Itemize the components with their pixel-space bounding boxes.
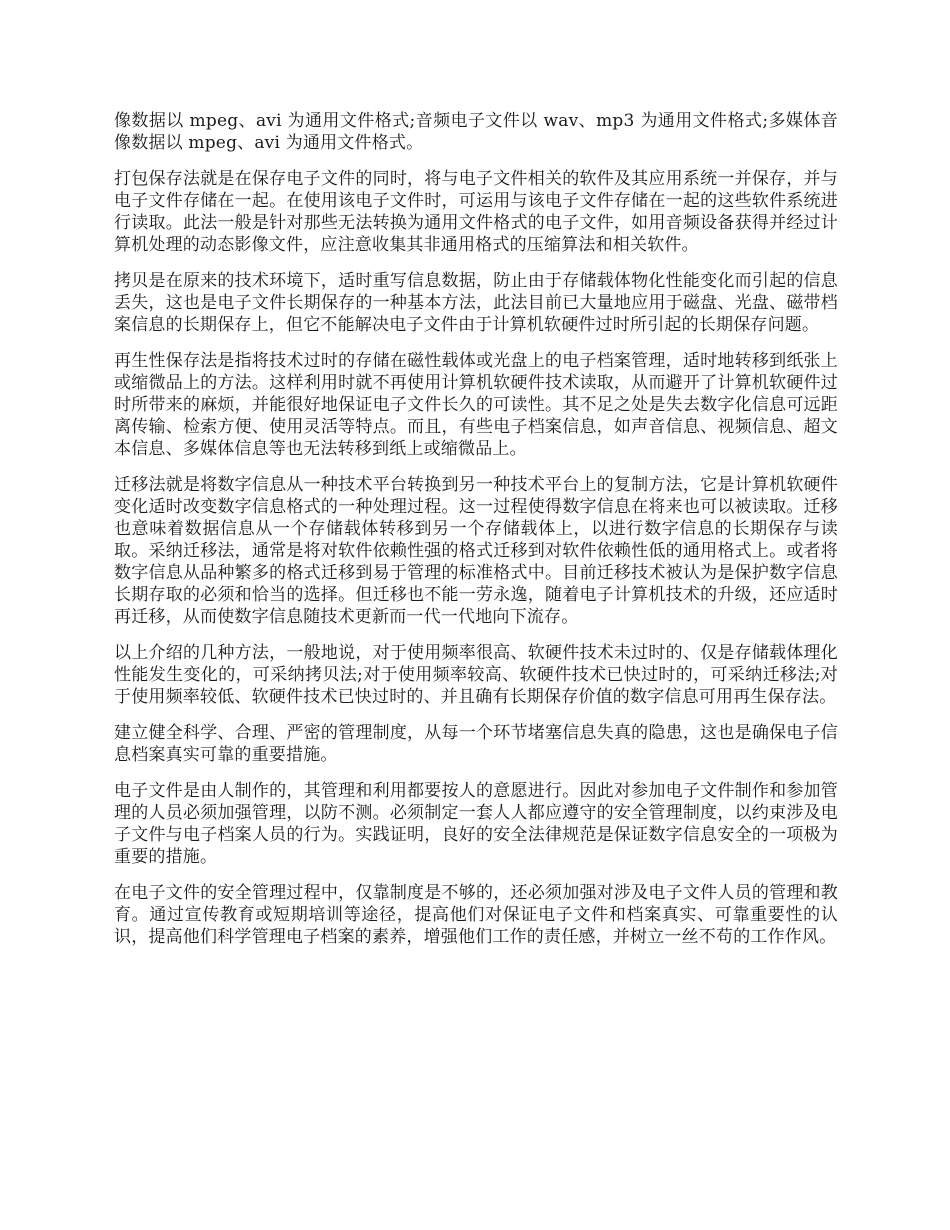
paragraph-method-selection: 以上介绍的几种方法，一般地说，对于使用频率很高、软硬件技术未过时的、仅是存储载体理化性能发生变化的，可采纳拷贝法;对于使用频率较高、软硬件技术已快过时的，可采纳迁移法;对于使用频率较低、软硬件技术已快过时的、并且确有长期保存价值的数字信息可用再生保存法。 <box>114 643 838 707</box>
paragraph-copy-method: 拷贝是在原来的技术环境下，适时重写信息数据，防止由于存储载体物化性能变化而引起的信息丢失，这也是电子文件长期保存的一种基本方法，此法目前已大量地应用于磁盘、光盘、磁带档案信息的长期保存上，但它不能解决电子文件由于计算机软硬件过时所引起的长期保存问题。 <box>114 271 838 335</box>
paragraph-migration-method: 迁移法就是将数字信息从一种技术平台转换到另一种技术平台上的复制方法，它是计算机软硬件变化适时改变数字信息格式的一种处理过程。这一过程使得数字信息在将来也可以被读取。迁移也意味着数据信息从一个存储载体转移到另一个存储载体上，以进行数字信息的长期保存与读取。采纳迁移法，通常是将对软件依赖性强的格式迁移到对软件依赖性低的通用格式上。或者将数字信息从品种繁多的格式迁移到易于管理的标准格式中。目前迁移技术被认为是保护数字信息长期存取的必须和恰当的选择。但迁移也不能一劳永逸，随着电子计算机技术的升级，还应适时再迁移，从而使数字信息随技术更新而一代一代地向下流存。 <box>114 475 838 627</box>
paragraph-regeneration-method: 再生性保存法是指将技术过时的存储在磁性载体或光盘上的电子档案管理，适时地转移到纸张上或缩微品上的方法。这样利用时就不再使用计算机软硬件技术读取，从而避开了计算机软硬件过时所带来的麻烦，并能很好地保证电子文件长久的可读性。其不足之处是失去数字化信息可远距离传输、检索方便、使用灵活等特点。而且，有些电子档案信息，如声音信息、视频信息、超文本信息、多媒体信息等也无法转移到纸上或缩微品上。 <box>114 351 838 459</box>
paragraph-education-training: 在电子文件的安全管理过程中，仅靠制度是不够的，还必须加强对涉及电子文件人员的管理和教育。通过宣传教育或短期培训等途径，提高他们对保证电子文件和档案真实、可靠重要性的认识，提高他们科学管理电子档案的素养，增强他们工作的责任感，并树立一丝不苟的工作作风。 <box>114 883 838 947</box>
paragraph-personnel-management: 电子文件是由人制作的，其管理和利用都要按人的意愿进行。因此对参加电子文件制作和参加管理的人员必须加强管理，以防不测。必须制定一套人人都应遵守的安全管理制度，以约束涉及电子文件与电子档案人员的行为。实践证明，良好的安全法律规范是保证数字信息安全的一项极为重要的措施。 <box>114 781 838 867</box>
paragraph-management-system: 建立健全科学、合理、严密的管理制度，从每一个环节堵塞信息失真的隐患，这也是确保电子信息档案真实可靠的重要措施。 <box>114 723 838 765</box>
paragraph-packaging-method: 打包保存法就是在保存电子文件的同时，将与电子文件相关的软件及其应用系统一并保存，并与电子文件存储在一起。在使用该电子文件时，可运用与该电子文件存储在一起的这些软件系统进行读取。此法一般是针对那些无法转换为通用文件格式的电子文件，如用音频设备获得并经过计算机处理的动态影像文件，应注意收集其非通用格式的压缩算法和相关软件。 <box>114 169 838 255</box>
paragraph-format-summary: 像数据以 mpeg、avi 为通用文件格式;音频电子文件以 wav、mp3 为通用文件格式;多媒体音像数据以 mpeg、avi 为通用文件格式。 <box>114 111 838 153</box>
